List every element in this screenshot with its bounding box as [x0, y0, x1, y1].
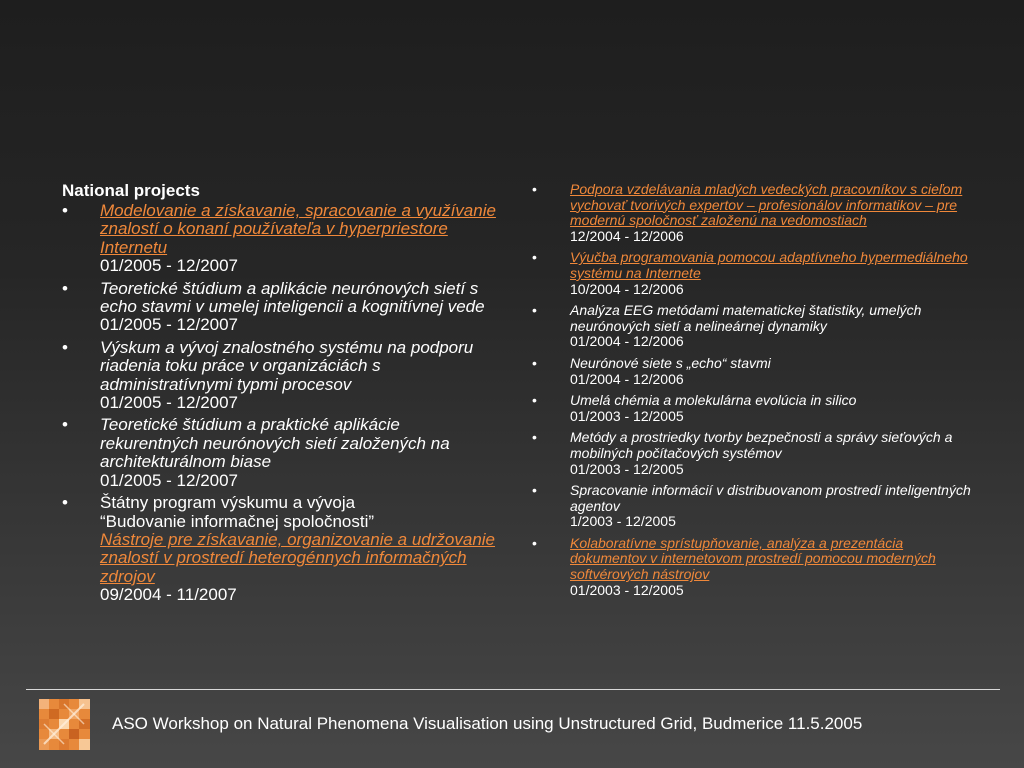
project-link[interactable]: Podpora vzdelávania mladých vedeckých pracovníkov s cieľom vychovať tvorivých expertov – profesionálov informatikov – pre modernú spoločnosť založenú na vedomostiach — [570, 181, 963, 229]
project-title: Výskum a vývoj znalostného systému na podporu riadenia toku práce v organizáciách s administratívnymi typmi procesov — [100, 337, 474, 394]
list-item — [62, 416, 502, 490]
list-item — [532, 182, 972, 244]
bullet-icon: • — [532, 302, 537, 319]
list-item — [532, 356, 972, 387]
national-projects-heading: National projects — [62, 181, 200, 200]
project-title: Umelá chémia a molekulárna evolúcia in silico — [570, 392, 857, 409]
national-projects-list — [62, 202, 502, 605]
project-date: 01/2003 - 12/2005 — [570, 581, 684, 598]
footer-divider — [26, 689, 1000, 690]
project-title: Teoretické štúdium a aplikácie neurónových sietí s echo stavmi v umelej inteligencii a kognitívnej vede — [100, 278, 485, 317]
project-link[interactable]: Modelovanie a získavanie, spracovanie a využívanie znalostí o konaní používateľa v hyperpriestore Internetu — [100, 201, 496, 257]
project-date: 01/2005 - 12/2007 — [100, 470, 239, 490]
project-date: 01/2004 - 12/2006 — [570, 333, 684, 350]
project-title: Spracovanie informácií v distribuovanom prostredí inteligentných agentov — [570, 482, 971, 514]
bullet-icon: • — [62, 493, 68, 513]
project-date: 01/2005 - 12/2007 — [100, 315, 239, 335]
list-item — [62, 339, 502, 413]
mosaic-logo-icon — [39, 699, 90, 750]
list-item — [532, 250, 972, 297]
project-title: Analýza EEG metódami matematickej štatistiky, umelých neurónových sietí a nelineárnej dynamiky — [570, 302, 922, 334]
project-title: Neurónové siete s „echo“ stavmi — [570, 354, 771, 371]
list-item — [532, 536, 972, 598]
project-date: 01/2005 - 12/2007 — [100, 256, 239, 276]
bullet-icon: • — [532, 392, 537, 409]
project-link[interactable]: Výučba programovania pomocou adaptívneho hypermediálneho systému na Internete — [570, 249, 968, 281]
bullet-icon: • — [532, 249, 537, 266]
project-date: 01/2003 - 12/2005 — [570, 460, 684, 477]
project-link[interactable]: Nástroje pre získavanie, organizovanie a udržovanie znalostí v prostredí heterogénnych informačných zdrojov — [100, 529, 496, 586]
other-projects-list — [532, 182, 972, 598]
bullet-icon: • — [62, 278, 68, 298]
project-date: 12/2004 - 12/2006 — [570, 227, 684, 244]
national-projects-column — [62, 181, 502, 609]
project-date: 09/2004 - 11/2007 — [100, 585, 237, 605]
bullet-icon: • — [532, 181, 537, 197]
bullet-icon: • — [62, 201, 68, 220]
project-title: Teoretické štúdium a praktické aplikácie rekurentných neurónových sietí založených na architekturálnom biase — [100, 415, 450, 472]
bullet-icon: • — [62, 415, 68, 435]
project-date: 01/2003 - 12/2005 — [570, 407, 684, 424]
project-date: 1/2003 - 12/2005 — [570, 513, 676, 530]
project-link[interactable]: Kolaboratívne sprístupňovanie, analýza a prezentácia dokumentov v internetovom prostredí pomocou moderných softvérových nástrojov — [570, 534, 936, 583]
bullet-icon: • — [532, 354, 537, 371]
other-projects-column — [532, 182, 972, 604]
project-title: Metódy a prostriedky tvorby bezpečnosti a správy sieťových a mobilných počítačových systémov — [570, 429, 953, 461]
list-item — [62, 494, 502, 604]
list-item — [532, 303, 972, 350]
bullet-icon: • — [532, 482, 537, 499]
list-item — [532, 483, 972, 530]
list-item — [62, 202, 502, 276]
program-name: Štátny program výskumu a vývoja — [100, 493, 356, 513]
bullet-icon: • — [62, 337, 68, 357]
list-item — [62, 280, 502, 335]
footer-text: ASO Workshop on Natural Phenomena Visualisation using Unstructured Grid, Budmerice 11.5.2005 — [112, 714, 863, 733]
project-date: 10/2004 - 12/2006 — [570, 280, 684, 297]
program-subtitle: “Budovanie informačnej spoločnosti” — [100, 511, 375, 531]
project-date: 01/2004 - 12/2006 — [570, 370, 684, 387]
bullet-icon: • — [532, 534, 537, 551]
list-item — [532, 393, 972, 424]
mosaic-logo-graphic — [39, 699, 90, 750]
bullet-icon: • — [532, 429, 537, 446]
list-item — [532, 430, 972, 477]
project-date: 01/2005 - 12/2007 — [100, 393, 239, 413]
